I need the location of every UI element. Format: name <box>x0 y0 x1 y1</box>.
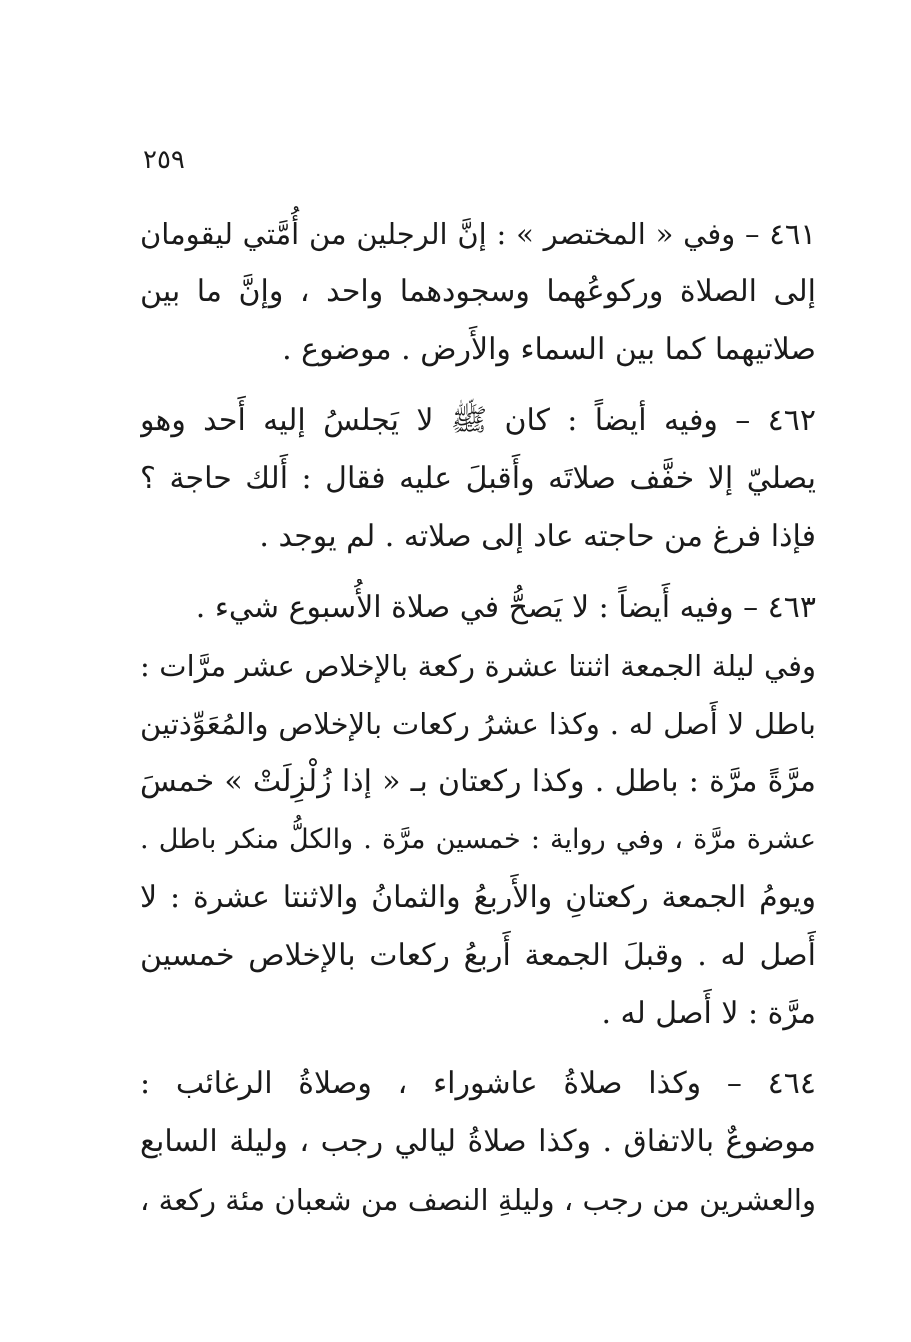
text-line: يصليّ إلا خفَّف صلاتَه وأَقبلَ عليه فقال : أَلك حاجة ؟ <box>140 461 816 496</box>
text-line: والعشرين من رجب ، وليلةِ النصف من شعبان مئة ركعة ، <box>140 1183 816 1217</box>
paragraph-entry-461 <box>140 205 816 379</box>
text-line: أَصل له . وقبلَ الجمعة أَربعُ ركعات بالإخلاص خمسين <box>140 938 816 973</box>
paragraph-entry-462 <box>140 392 816 566</box>
text-line: ٤٦١ – وفي « المختصر » : إنَّ الرجلين من أُمَّتي ليقومان <box>140 217 816 251</box>
text-line: إلى الصلاة وركوعُهما وسجودهما واحد ، وإنَّ ما بين <box>140 274 816 309</box>
page-number: ٢٥٩ <box>143 145 185 175</box>
paragraph-entry-463 <box>140 579 816 1043</box>
text-line: عشرة مرَّة ، وفي رواية : خمسين مرَّة . والكلُّ منكر باطل . <box>140 824 816 855</box>
text-line: وفي ليلة الجمعة اثنتا عشرة ركعة بالإخلاص عشر مرَّات : <box>140 649 816 683</box>
paragraph-entry-464 <box>140 1055 816 1229</box>
text-line: ٤٦٢ – وفيه أيضاً : كان ﷺ لا يَجلسُ إليه أَحد وهو <box>140 403 816 438</box>
text-line: ٤٦٤ – وكذا صلاةُ عاشوراء ، وصلاةُ الرغائب : <box>140 1066 816 1101</box>
text-line: صلاتيهما كما بين السماء والأَرض . موضوع . <box>282 332 816 367</box>
text-line: ويومُ الجمعة ركعتانِ والأَربعُ والثمانُ والاثنتا عشرة : لا <box>140 880 816 915</box>
text-line: باطل لا أَصل له . وكذا عشرُ ركعات بالإخلاص والمُعَوِّذتين <box>140 707 816 741</box>
text-line: فإذا فرغ من حاجته عاد إلى صلاته . لم يوجد . <box>259 519 816 554</box>
text-line: مرَّة : لا أَصل له . <box>601 996 816 1031</box>
text-line: ٤٦٣ – وفيه أَيضاً : لا يَصحُّ في صلاة الأُسبوع شيء . <box>195 590 816 625</box>
text-line: موضوعٌ بالاتفاق . وكذا صلاةُ ليالي رجب ، وليلة السابع <box>140 1124 816 1159</box>
text-line: مرَّةً مرَّة : باطل . وكذا ركعتان بـ « إذا زُلْزِلَتْ » خمسَ <box>140 764 816 799</box>
